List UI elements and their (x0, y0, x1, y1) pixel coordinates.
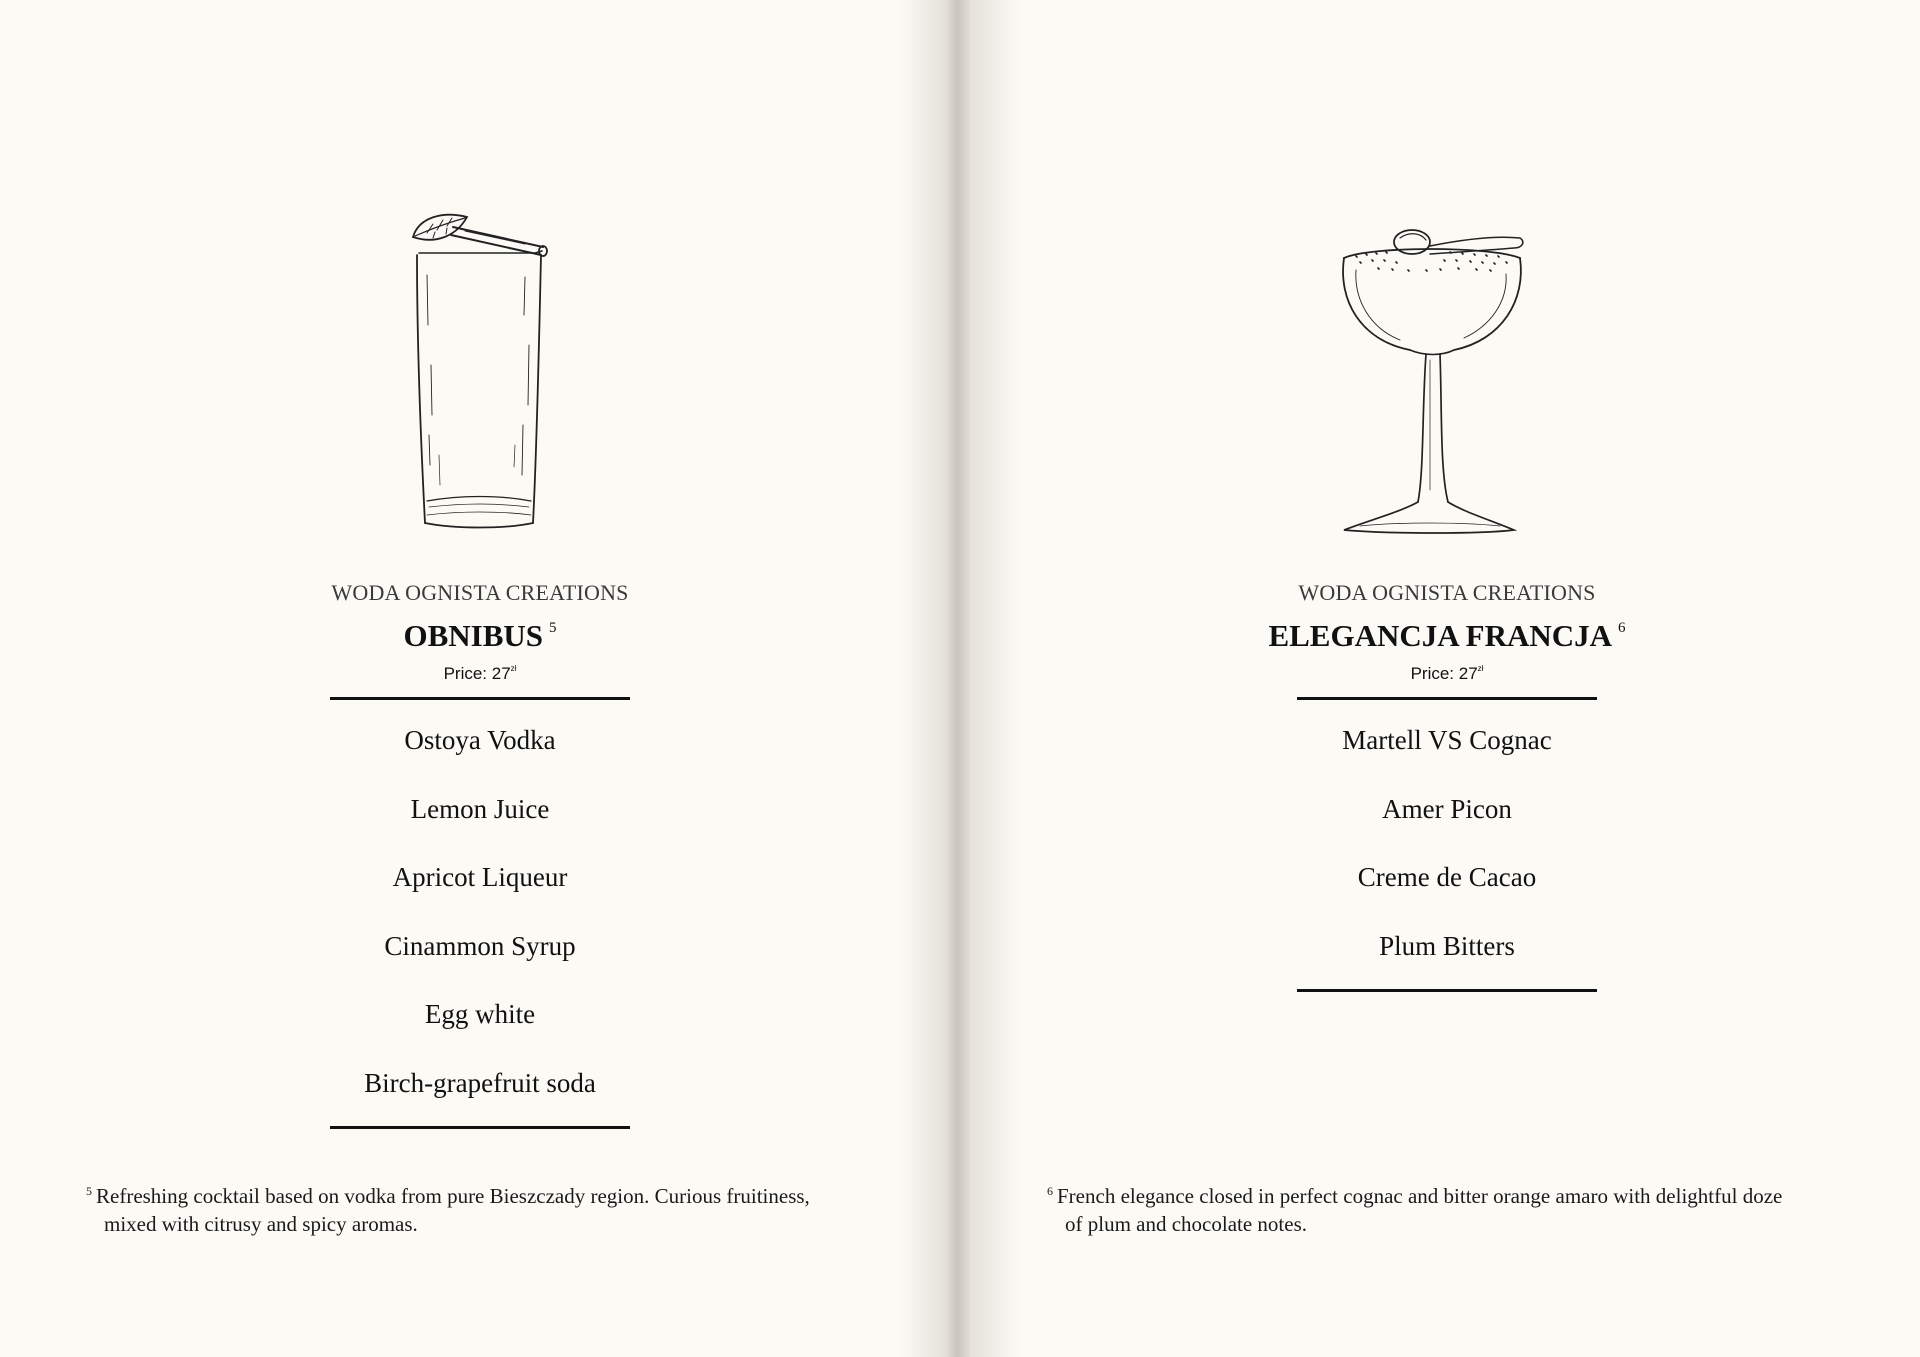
ingredient-item: Amer Picon (1382, 793, 1512, 824)
cocktail-section-obnibus (270, 580, 690, 1129)
footnote-text-line2: of plum and chocolate notes. (1065, 1212, 1308, 1236)
ingredient-item: Apricot Liqueur (392, 862, 568, 892)
ingredient-item: Plum Bitters (1379, 930, 1515, 961)
menu-page-left (0, 0, 950, 1357)
footnote-text-line1: Refreshing cocktail based on vodka from pure Bieszczady region. Curious fruitiness, (96, 1184, 810, 1208)
price-text: Price: 27 (1410, 664, 1478, 683)
currency-mark: zł (510, 664, 517, 673)
ingredient-item: Martell VS Cognac (1342, 725, 1552, 755)
ingredient-item: Lemon Juice (410, 793, 550, 824)
footnote-reference: 6 (1618, 620, 1626, 636)
ingredient-list (1237, 722, 1657, 964)
cocktail-title (270, 610, 690, 654)
divider-top (1297, 697, 1597, 700)
menu-page-right (970, 0, 1920, 1357)
book-gutter-shadow (900, 0, 1020, 1357)
ingredient-item: Creme de Cacao (1357, 862, 1537, 892)
ingredient-item: Egg white (424, 999, 536, 1029)
footnote-text-line1: French elegance closed in perfect cognac and bitter orange amaro with delightful doze (1057, 1184, 1783, 1208)
cocktail-title (1237, 610, 1657, 654)
footnote-mark: 6 (1047, 1184, 1053, 1198)
price-line (1237, 658, 1657, 685)
ingredient-item: Birch-grapefruit soda (364, 1067, 596, 1098)
cocktail-name: OBNIBUS (403, 618, 544, 653)
footnote-reference: 5 (549, 620, 557, 636)
currency-mark: zł (1477, 664, 1484, 673)
category-label: WODA OGNISTA CREATIONS (1298, 580, 1596, 605)
cocktail-section-elegancja-francja (1237, 580, 1657, 992)
price-line (270, 658, 690, 685)
cocktail-name: ELEGANCJA FRANCJA (1268, 618, 1613, 653)
footnote-text-line2: mixed with citrusy and spicy aromas. (104, 1212, 418, 1236)
highball-glass-with-leaf-and-cinnamon-icon (405, 205, 555, 535)
divider-bottom (330, 1126, 630, 1129)
ingredient-item: Ostoya Vodka (404, 725, 556, 755)
footnote (86, 1177, 906, 1238)
footnote-mark: 5 (86, 1184, 92, 1198)
price-text: Price: 27 (443, 664, 511, 683)
coupe-glass-with-spoon-icon (1330, 190, 1540, 540)
ingredient-list (270, 722, 690, 1101)
footnote (1047, 1177, 1907, 1238)
divider-top (330, 697, 630, 700)
divider-bottom (1297, 989, 1597, 992)
ingredient-item: Cinammon Syrup (384, 930, 576, 961)
category-label: WODA OGNISTA CREATIONS (331, 580, 629, 605)
